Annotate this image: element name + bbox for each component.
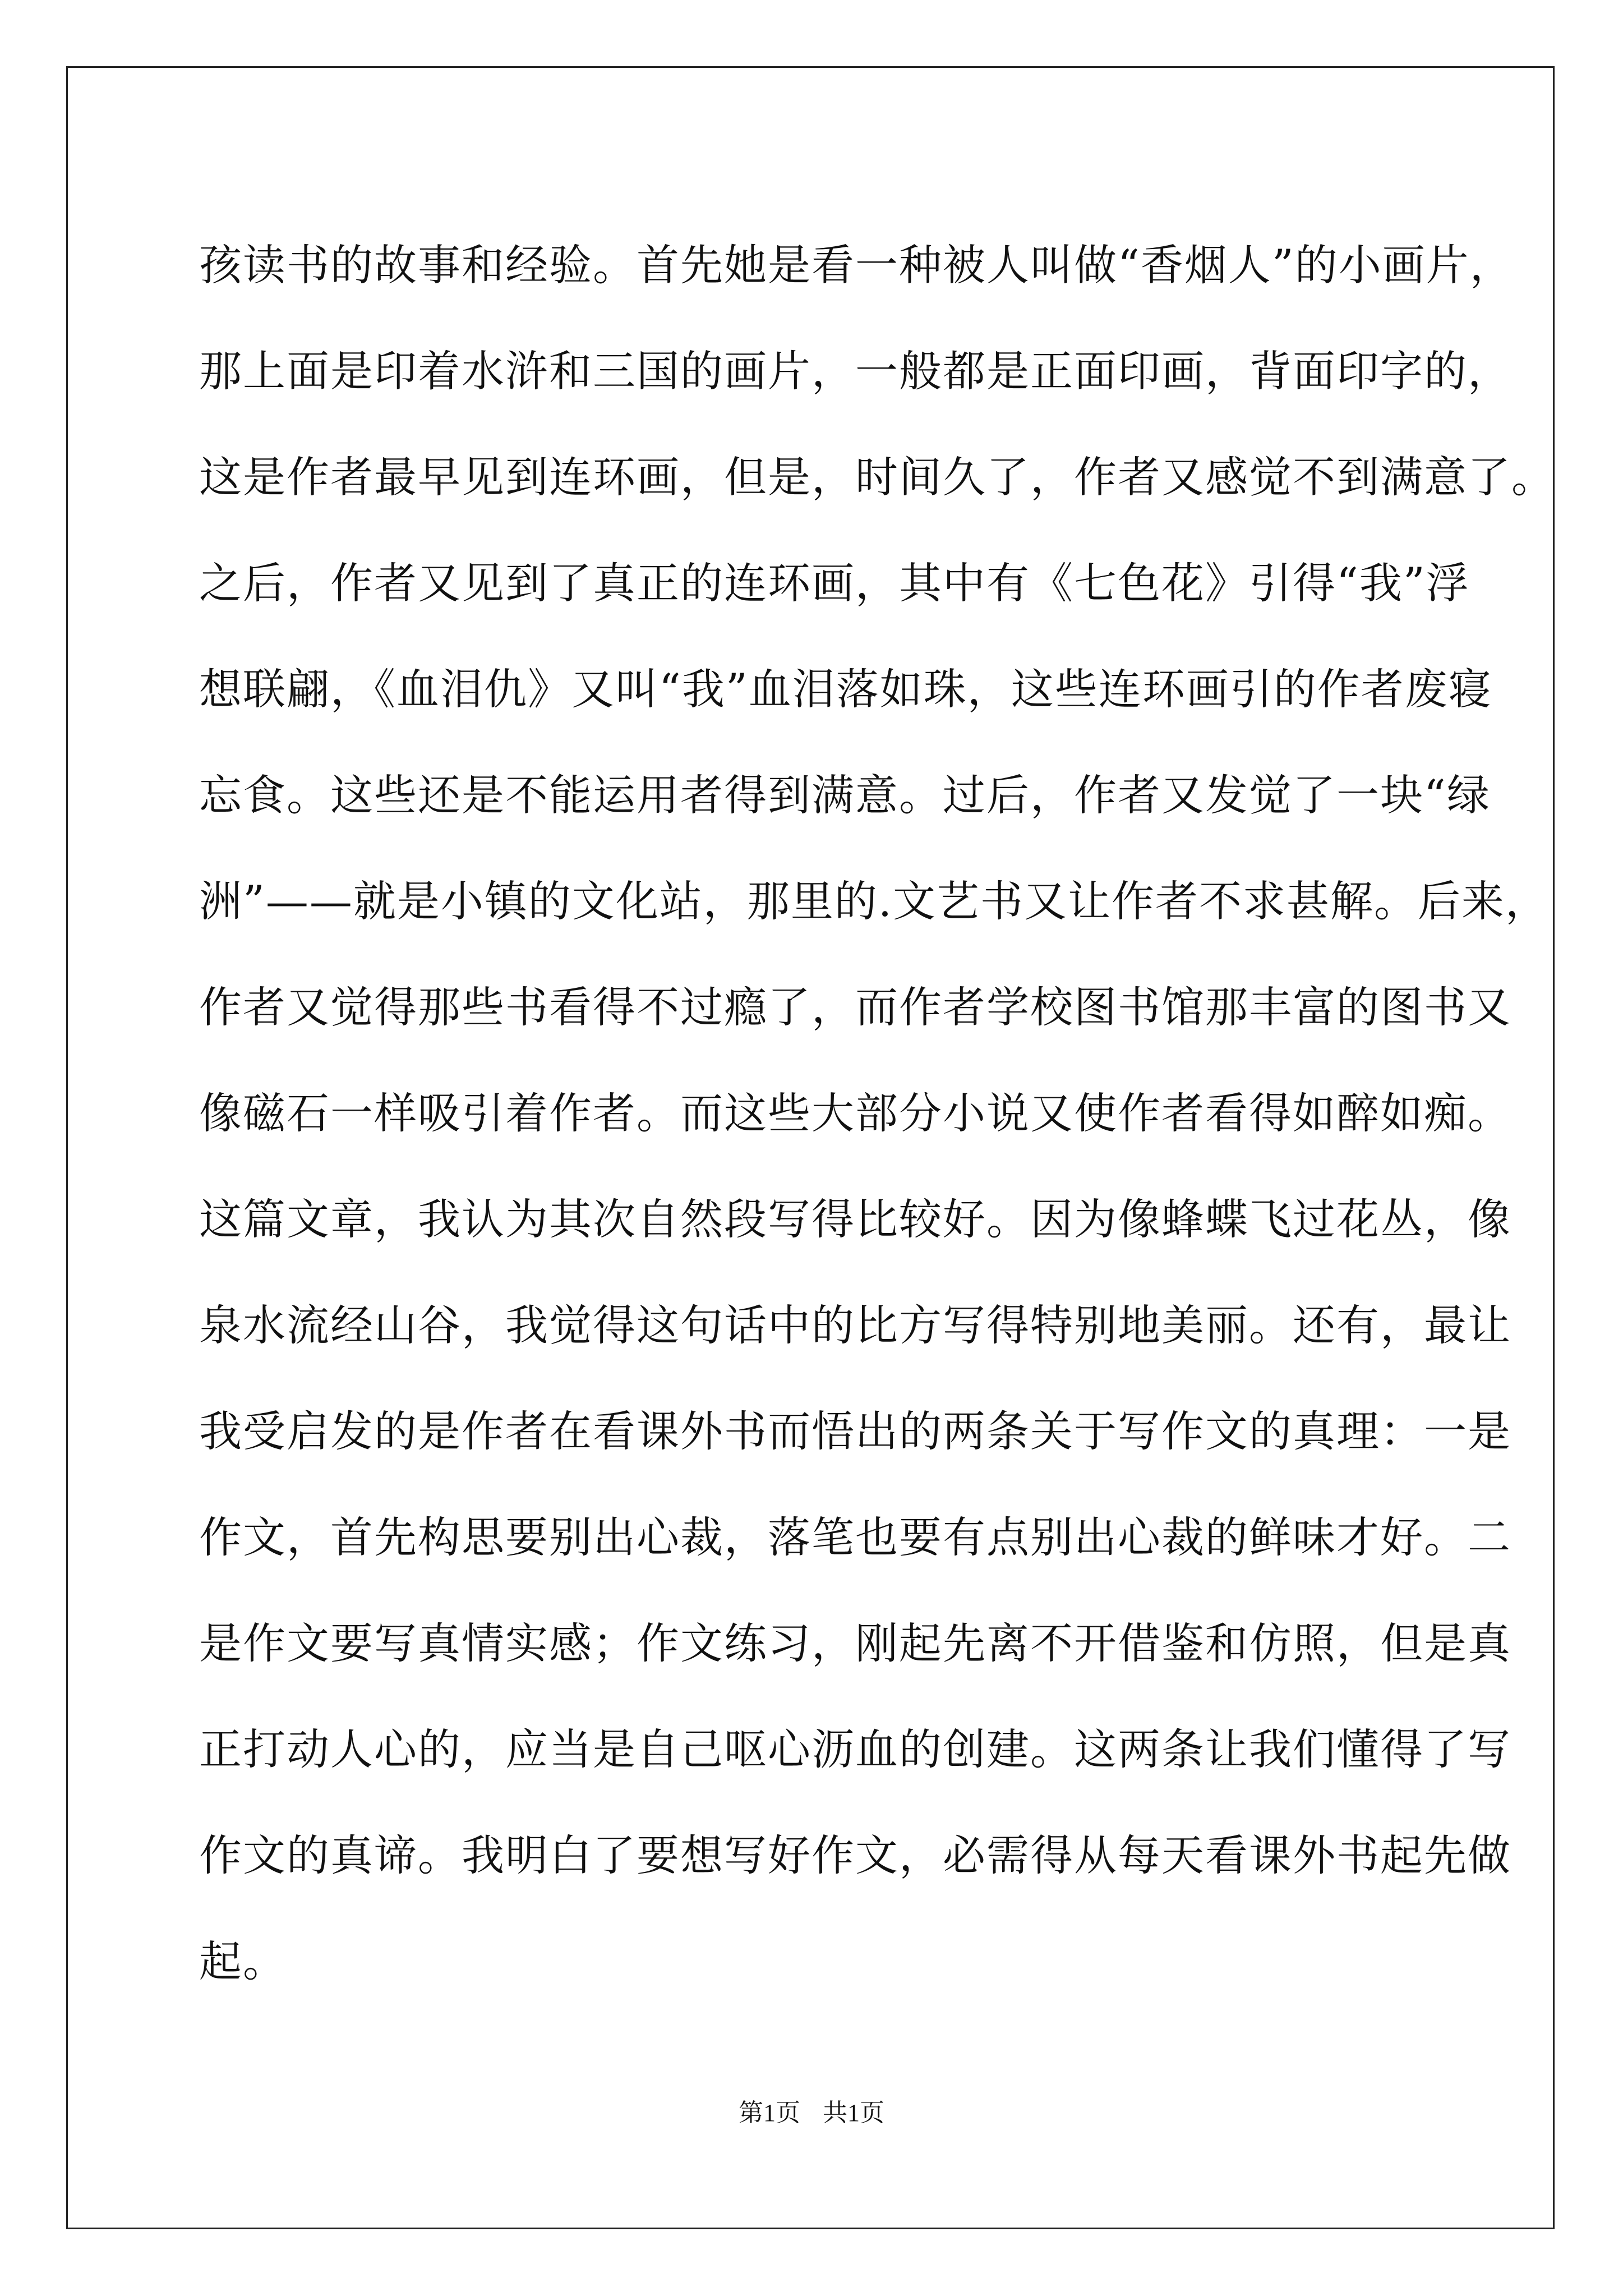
text-line: 洲”——就是小镇的文化站，那里的.文艺书又让作者不求甚解。后来，	[199, 876, 1550, 926]
text-line: 正打动人心的，应当是自己呕心沥血的创建。这两条让我们懂得了写	[199, 1724, 1511, 1774]
text-line: 是作文要写真情实感；作文练习，刚起先离不开借鉴和仿照，但是真	[199, 1618, 1511, 1668]
text-line: 忘食。这些还是不能运用者得到满意。过后，作者又发觉了一块“绿	[199, 770, 1491, 820]
text-line: 泉水流经山谷，我觉得这句话中的比方写得特别地美丽。还有，最让	[199, 1300, 1511, 1350]
page-total: 共1页	[823, 2099, 884, 2127]
text-line: 我受启发的是作者在看课外书而悟出的两条关于写作文的真理：一是	[199, 1406, 1511, 1456]
page-number: 第1页	[739, 2099, 800, 2127]
text-line: 孩读书的故事和经验。首先她是看一种被人叫做“香烟人”的小画片，	[199, 240, 1514, 290]
page-footer	[0, 2092, 1623, 2128]
text-line: 这是作者最早见到连环画，但是，时间久了，作者又感觉不到满意了。	[199, 452, 1555, 502]
text-line: 起。	[199, 1936, 287, 1986]
text-line: 作文的真谛。我明白了要想写好作文，必需得从每天看课外书起先做	[199, 1830, 1511, 1880]
text-line: 像磁石一样吸引着作者。而这些大部分小说又使作者看得如醉如痴。	[199, 1088, 1511, 1138]
text-line: 作文，首先构思要别出心裁，落笔也要有点别出心裁的鲜味才好。二	[199, 1512, 1511, 1562]
text-line: 这篇文章，我认为其次自然段写得比较好。因为像蜂蝶飞过花丛，像	[199, 1194, 1511, 1244]
text-line: 之后，作者又见到了真正的连环画，其中有《七色花》引得“我”浮	[199, 558, 1470, 608]
text-line: 想联翩，《血泪仇》又叫“我”血泪落如珠，这些连环画引的作者废寝	[199, 664, 1492, 714]
document-body	[199, 212, 1555, 2014]
text-line: 那上面是印着水浒和三国的画片，一般都是正面印画，背面印字的，	[199, 346, 1511, 396]
text-line: 作者又觉得那些书看得不过瘾了，而作者学校图书馆那丰富的图书又	[199, 982, 1511, 1032]
